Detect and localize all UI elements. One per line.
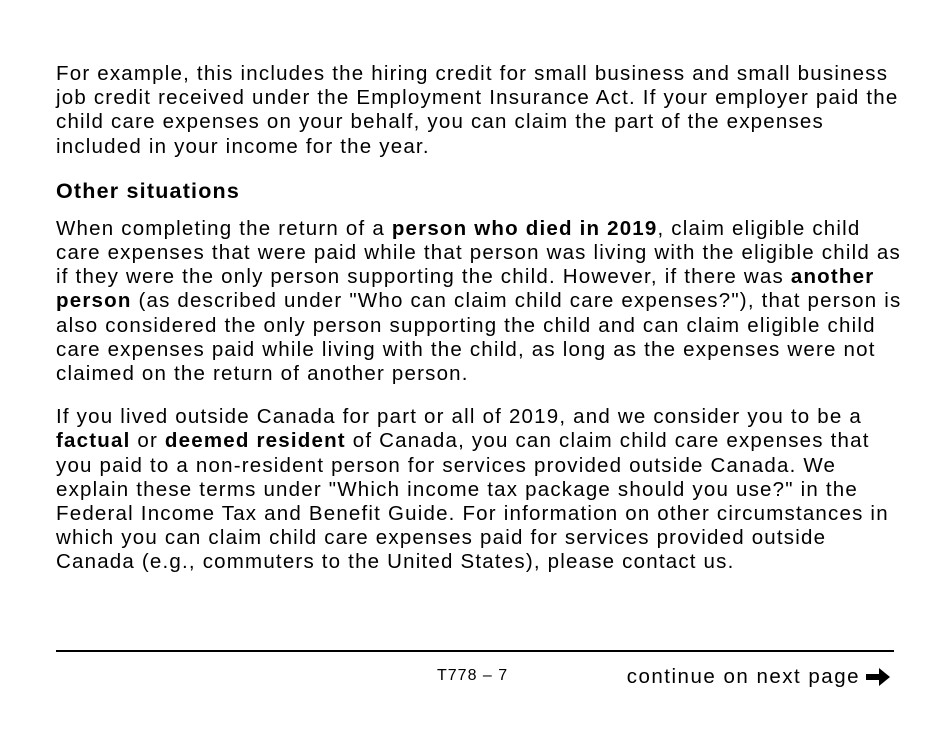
continue-label: continue on next page bbox=[626, 665, 860, 688]
paragraph-employer-credits: For example, this includes the hiring credit for small business and small business job credit received under the Employment Insurance Act. If your employer paid the child care expenses on your behalf, you can claim the part of the expenses included in your income for the year. bbox=[56, 62, 899, 158]
bold-term: person who died in 2019 bbox=[391, 216, 658, 240]
bold-term: deemed resident bbox=[164, 429, 346, 453]
continue-next-page-link[interactable] bbox=[627, 665, 892, 689]
right-arrow-icon bbox=[864, 665, 892, 689]
paragraph-deceased-person bbox=[56, 217, 906, 386]
paragraph-text: or bbox=[130, 429, 165, 453]
footer-divider bbox=[56, 650, 894, 652]
paragraph-text: If you lived outside Canada for part or all of 2019, and we consider you to be a bbox=[56, 405, 862, 429]
paragraph-text: of Canada, you can claim child care expenses that you paid to a non-resident person for services provided outside Canada. We explain these terms under "Which income tax package should you use?" in the Federal Income Tax and Benefit Guide. For information on other circumstances in which you can claim child care expenses paid for services provided outside Canada (e.g., commuters to the United States), please contact us. bbox=[56, 429, 889, 574]
paragraph-text: (as described under "Who can claim child care expenses?"), that person is also considered the only person supporting the child and can claim eligible child care expenses paid while living with the child, as long as the expenses were not claimed on the return of another person. bbox=[56, 289, 902, 386]
bold-term: another person bbox=[56, 265, 875, 313]
paragraph-text: When completing the return of a bbox=[56, 216, 392, 240]
document-body bbox=[56, 62, 906, 575]
paragraph-outside-canada bbox=[56, 405, 906, 574]
paragraph-text: , claim eligible child care expenses that were paid while that person was living with the eligible child as if they were the only person supporting the child. However, if there was bbox=[56, 216, 901, 289]
page-number: T778 – 7 bbox=[437, 667, 509, 684]
section-heading-other-situations: Other situations bbox=[56, 178, 241, 203]
bold-term: factual bbox=[56, 429, 131, 453]
